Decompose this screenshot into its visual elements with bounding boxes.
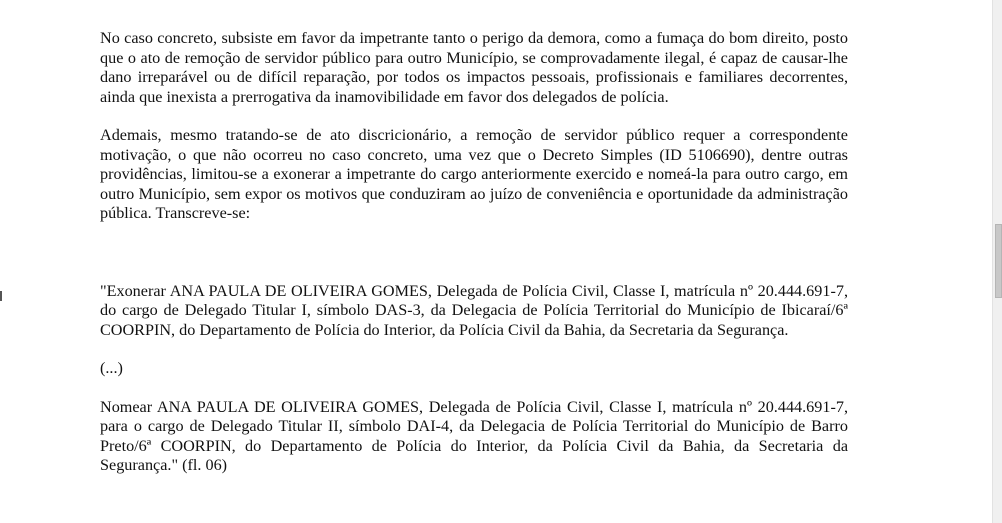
scrollbar-thumb[interactable]: [995, 224, 1002, 298]
paragraph-motivacao: Ademais, mesmo tratando-se de ato discricionário, a remoção de servidor público requer a correspondente motivação, o que não ocorreu no caso concreto, uma vez que o Decreto Simples (ID 5106690), dentre outras providências, limitou-se a exonerar a impetrante do cargo anteriormente exercido e nomeá-la para outro cargo, em outro Município, sem expor os motivos que conduziram ao juízo de conveniência e oportunidade da administração pública. Transcreve-se:: [100, 126, 848, 222]
paragraph-periculum: No caso concreto, subsiste em favor da impetrante tanto o perigo da demora, como a fumaça do bom direito, posto que o ato de remoção de servidor público para outro Município, se comprovadamente ilegal, é capaz de causar-lhe dano irreparável ou de difícil reparação, por todos os impactos pessoais, profissionais e familiares decorrentes, ainda que inexista a prerrogativa da inamovibilidade em favor dos delegados de polícia.: [100, 29, 848, 106]
quote-nomeacao: Nomear ANA PAULA DE OLIVEIRA GOMES, Delegada de Polícia Civil, Classe I, matrícula nº 20.444.691-7, para o cargo de Delegado Titular II, símbolo DAI-4, da Delegacia de Polícia Territorial do Município de Barro Preto/6ª COORPIN, do Departamento de Polícia do Interior, da Polícia Civil da Bahia, da Secretaria da Segurança." (fl. 06): [100, 397, 848, 474]
left-edge-marker: [0, 291, 2, 301]
quote-exoneracao: "Exonerar ANA PAULA DE OLIVEIRA GOMES, Delegada de Polícia Civil, Classe I, matrícula nº 20.444.691-7, do cargo de Delegado Titular I, símbolo DAS-3, da Delegacia de Polícia Territorial do Município de Ibicaraí/6ª COORPIN, do Departamento de Polícia do Interior, da Polícia Civil da Bahia, da Secretaria da Segurança.: [100, 281, 848, 339]
quote-ellipsis: (...): [100, 359, 123, 377]
document-body: [100, 29, 848, 476]
